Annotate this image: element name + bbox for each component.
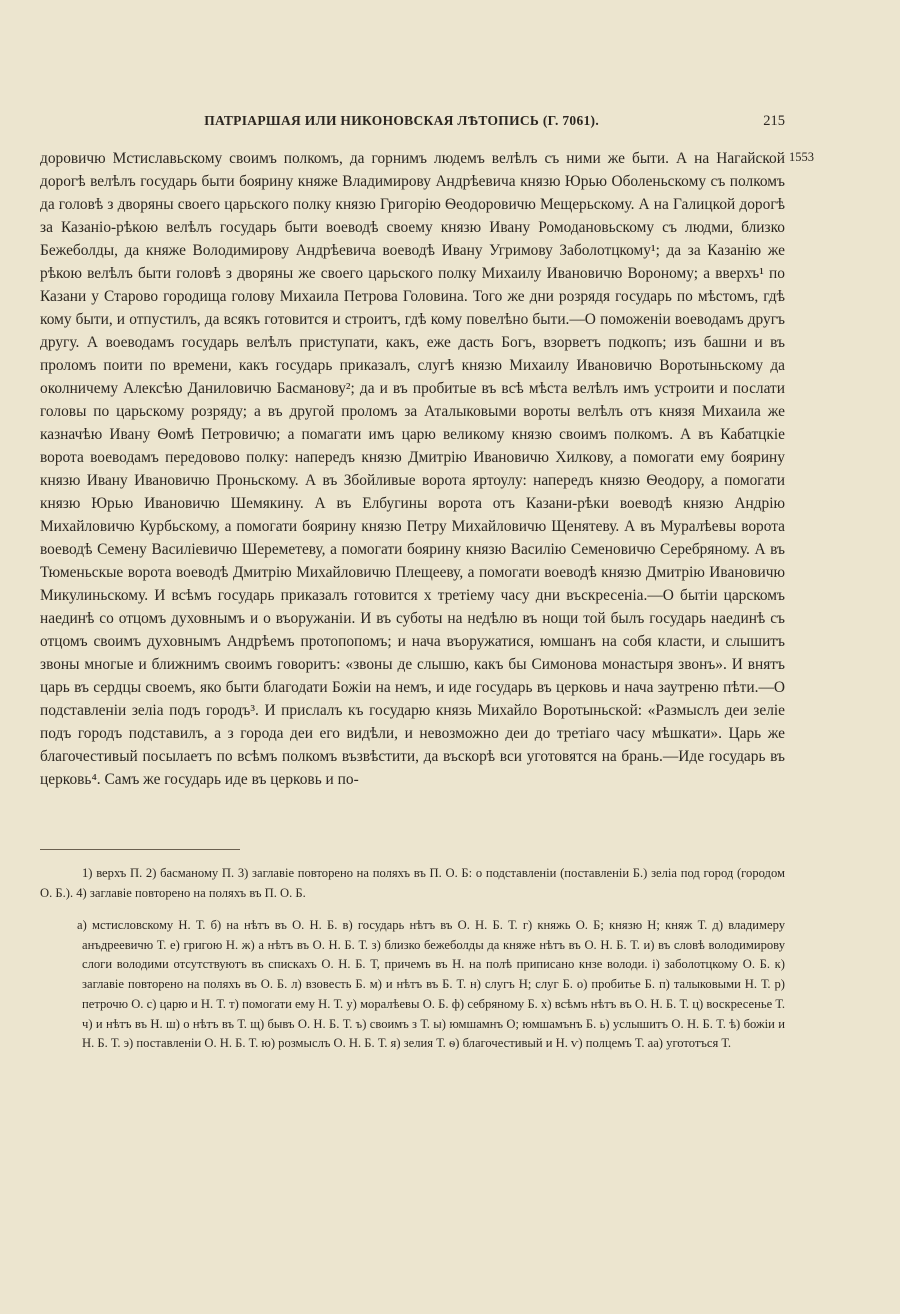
lettered-footnotes-text: а) мстисловскому Н. Т. б) на нѣтъ въ О. Н. Б. в) государь нѣтъ въ О. Н. Б. Т. г) княжь О. Б; князю Н; княж Т. д) владимеру анъдреевичю Т. е) григою Н. ж) а нѣтъ въ О. Н. Б. Т. з) близко бежеболды да княже нѣтъ въ О. Н. Б. Т. и) въ словѣ володимирову слоги володими отсутствуютъ въ спискахъ О. Н. Б. Т, причемъ въ Н. на полѣ приписано кнзе володи. і) заболотцкому О. Б. к) заглавіе повторено на поляхъ въ О. Б. л) взовесть Б. м) и нѣтъ въ Б. Т. н) слугъ Н; слуг Б. о) пробитье Б. п) талыковыми Н. Т. р) петрочю О. с) царю и Н. Т. т) помогати ему Н. Т. у) моралѣевы О. Б. ф) себряному Б. х) всѣмъ нѣтъ въ О. Н. Б. Т. ц) воскресенье Т. ч) и нѣтъ въ Н. ш) о нѣтъ въ Т. щ) бывъ О. Н. Б. Т. ъ) своимъ з Т. ы) юмшамнъ О; юмшамънъ Б. ь) услышитъ О. Н. Б. Т. ѣ) божіи и Н. Б. Т. э) поставленіи О. Н. Б. Т. ю) розмыслъ О. Н. Б. Т. я) зелия Т. ѳ) благочестивый и Н. ѵ) полцемъ Т. аа) угототъся Т.: [77, 918, 785, 1051]
margin-year: 1553: [789, 150, 814, 164]
page-header: [40, 113, 785, 130]
footnote-divider: [40, 849, 240, 850]
chronicle-paragraph: доровичю Мстиславьскому своимъ полкомъ, да горнимъ людемъ велѣлъ съ ними же быти. А на Нагайской дорогѣ велѣлъ государь быти боярину княже Владимирову Андрѣевича князю Юрью Оболеньскому съ полкомъ да головѣ з дворяны своего царьского полку князю Григорію Ѳеодоровичю Мещерьскому. А на Галицкой дорогѣ за Казаніо-рѣкою велѣлъ государь быти воеводѣ своему князю Ивану Ромодановьскому съ людми, близко Бежеболды, да княже Володимирову Андрѣевича воеводѣ Ивану Угримову Заболотцкому¹; да за Казанію же рѣкою велѣлъ быти головѣ з дворяны же своего царьского полку Михаилу Ивановичю Вороному; а вверхъ¹ по Казани у Старово городища голову Михаила Петрова Головина. Того же дни розрядя государь по мѣстомъ, гдѣ кому быти, и отпустилъ, да всякъ готовится и строитъ, гдѣ кому повелѣно быти.—О поможеніи воеводамъ другъ другу. А воеводамъ государь велѣлъ приступати, какъ, еже дасть Богъ, взорветъ подкопъ; изъ башни и въ проломъ поити по времени, какъ государь приказалъ, слугѣ князю Михаилу Ивановичю Воротыньскому да околничему Алексѣю Даниловичю Басманову²; да и въ пробитые въ всѣ мѣста велѣлъ имъ устроити и послати головы по царьскому розряду; а въ другой проломъ за Аталыковыми вороты велѣлъ отъ князя Михаила же казначѣю Ивану Ѳомѣ Петровичю; а помагати имъ царю великому князю своимъ полкомъ. А въ Кабатцкіе ворота воеводамъ передовово полку: напередъ князю Дмитрію Ивановичю Хилкову, а помогати ему боярину князю Ивану Ивановичю Проньскому. А въ Збойливые ворота яртоулу: напередъ князю Ѳеодору, а помогати князю Юрью Ивановичю Шемякину. А въ Елбугины ворота отъ Казани-рѣки воеводѣ князю Андрію Михайловичю Курбьскому, а помогати боярину князю Петру Михайловичю Щенятеву. А въ Муралѣевы ворота воеводѣ Семену Василіевичю Шереметеву, а помогати боярину князю Василію Семеновичю Серебряному. А въ Тюменьскые ворота воеводѣ Дмитрію Михайловичю Плещееву, а помогати воеводѣ князю Дмитрію Ивановичю Микулиньскому. И всѣмъ государь приказалъ готовится х третіему часу дни въскресеніа.—О бытіи царскомъ наединѣ со отцомъ духовнымъ и о въоружаніи. И въ суботы на недѣлю въ нощи той былъ государь наединѣ съ отцомъ своимъ духовнымъ Андрѣемъ протопопомъ; и нача въоружатися, юмшанъ на собя класти, и слышитъ звоны многые и ближнимъ своимъ говоритъ: «звоны де слышю, какъ бы Симонова монастыря звонъ». И внятъ царь въ сердцы своемъ, яко быти благодати Божіи на немъ, и иде государь въ церковь и нача заутреню пѣти.—О подставленіи зеліа подъ городъ³. И прислалъ къ государю князь Михайло Воротыньской: «Размыслъ деи зеліе подъ городъ подставилъ, а з города деи его видѣли, и невозможно деи до третіаго часу мѣшкати». Царь же благочестивый посылаетъ по всѣмъ полкомъ възвѣстити, да въскорѣ вси уготовятся на брань.—Иде государь въ церковь⁴. Самъ же государь иде въ церковь и по-: [40, 150, 785, 788]
lettered-footnotes: [40, 916, 785, 1054]
main-text: [40, 147, 785, 791]
numbered-footnotes: [40, 864, 785, 903]
page-number: 215: [763, 113, 785, 129]
running-title: ПАТРІАРШАЯ ИЛИ НИКОНОВСКАЯ ЛѢТОПИСЬ (Г. 7061).: [204, 113, 600, 128]
numbered-footnotes-text: 1) верхъ П. 2) басманому П. 3) заглавіе повторено на поляхъ въ П. О. Б: о подставленіи (поставленіи Б.) зеліа под город (городом О. Б.). 4) заглавіе повторено на поляхъ въ П. О. Б.: [40, 866, 785, 900]
